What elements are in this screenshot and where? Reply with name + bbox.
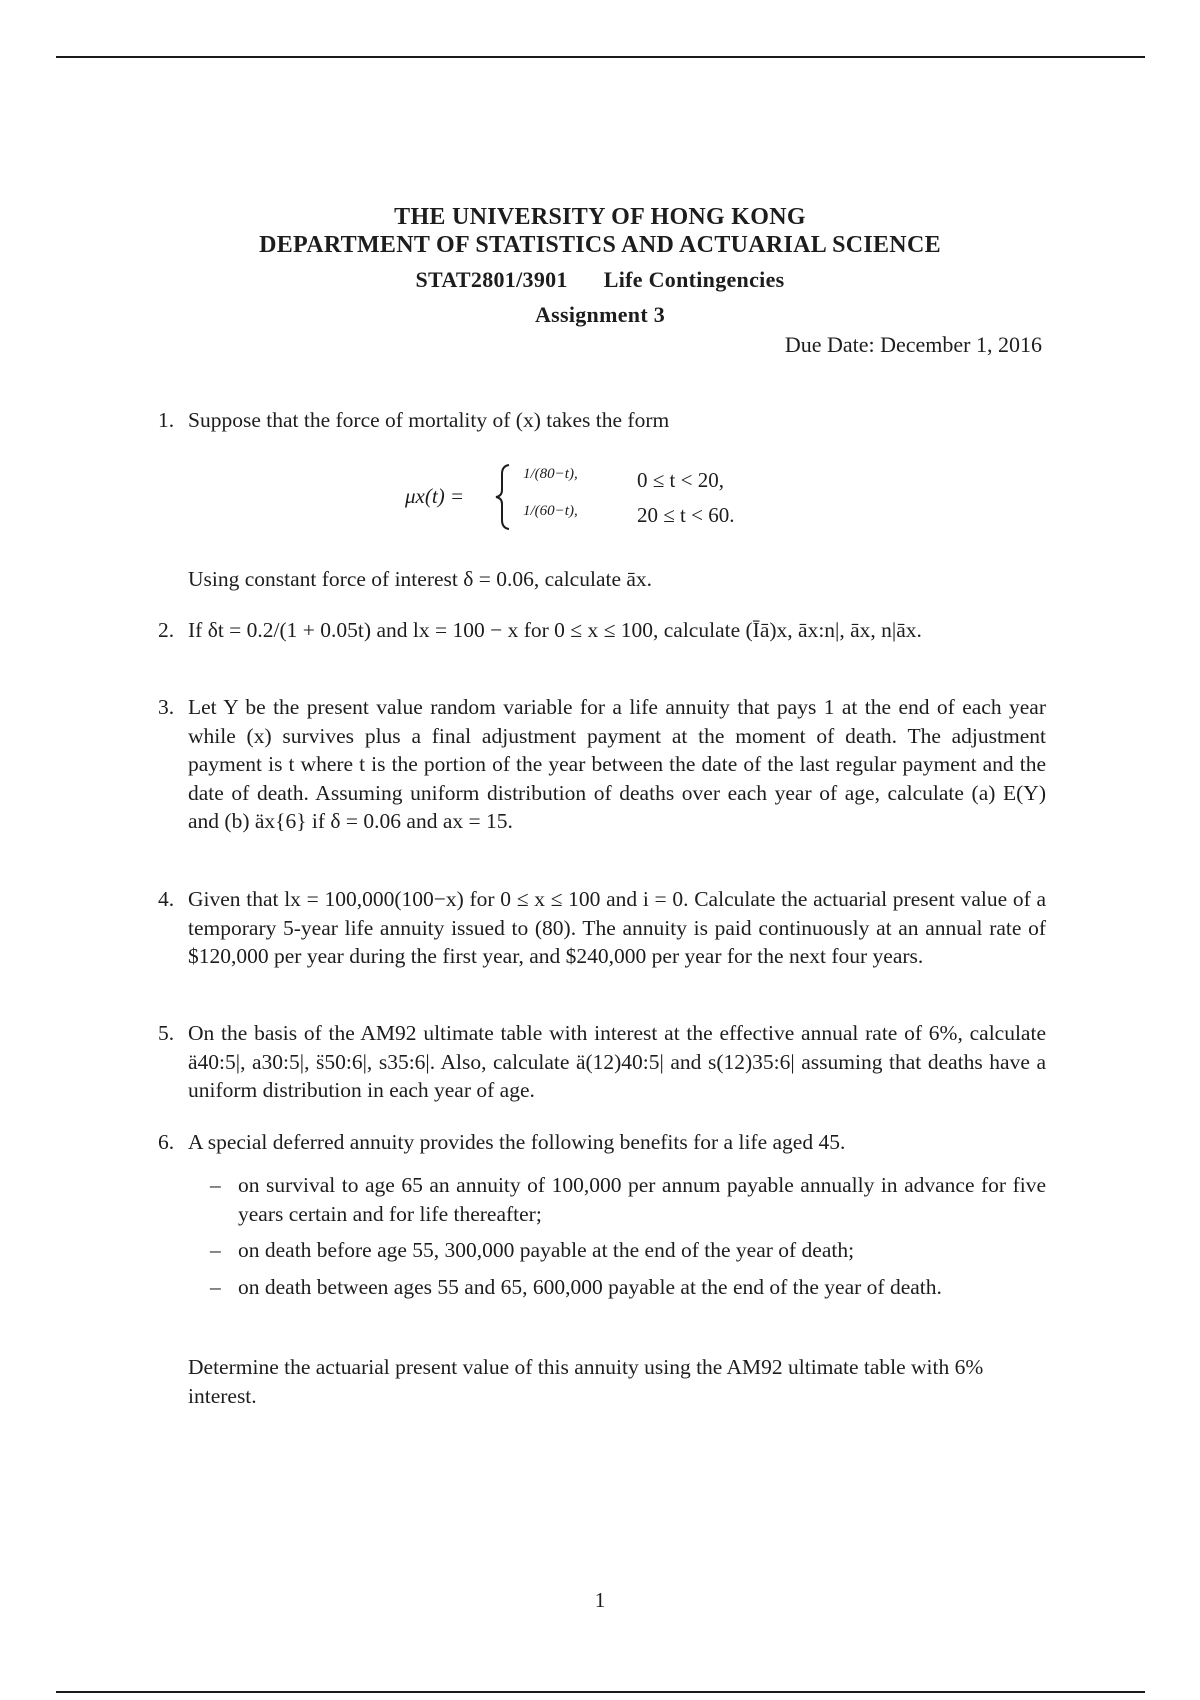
question-text: Suppose that the force of mortality of (x) takes the form: [188, 408, 670, 432]
list-item: – on survival to age 65 an annuity of 100,000 per annum payable annually in advance for five years certain and for life thereafter;: [210, 1173, 1046, 1226]
force-of-mortality-formula: [405, 462, 765, 532]
question-number: 4.: [158, 887, 175, 911]
benefit-text: on death between ages 55 and 65, 600,000 payable at the end of the year of death.: [238, 1274, 942, 1299]
question-2: [158, 616, 1046, 645]
benefit-list: [210, 1171, 1046, 1309]
due-date: Due Date: December 1, 2016: [784, 332, 1042, 357]
question-text: If δt = 0.2/(1 + 0.05t) and lx = 100 − x for 0 ≤ x ≤ 100, calculate (Īā)x, āx:n|, āx, n|āx.: [188, 618, 922, 642]
formula-lhs: μx(t) =: [405, 484, 465, 508]
question-text: A special deferred annuity provides the following benefits for a life aged 45.: [188, 1130, 846, 1154]
benefit-text: on survival to age 65 an annuity of 100,000 per annum payable annually in advance for five years certain and for life thereafter;: [238, 1173, 1046, 1226]
department-title: DEPARTMENT OF STATISTICS AND ACTUARIAL SCIENCE: [259, 232, 941, 258]
question-6-closing: Determine the actuarial present value of this annuity using the AM92 ultimate table with 6% interest.: [188, 1355, 984, 1408]
question-1: [158, 406, 1046, 435]
course-line: [0, 267, 1200, 293]
question-6: [158, 1128, 1046, 1157]
question-5: [158, 1019, 1046, 1105]
case-1-condition: 0 ≤ t < 20,: [637, 468, 724, 492]
question-1-instruction: Using constant force of interest δ = 0.06, calculate āx.: [188, 567, 653, 591]
question-4: [158, 885, 1046, 971]
question-3: [158, 693, 1046, 836]
assignment-title: Assignment 3: [534, 302, 666, 327]
university-title: THE UNIVERSITY OF HONG KONG: [394, 204, 806, 230]
top-rule: [56, 56, 1145, 58]
case-2-expression: 1/(60−t),: [523, 503, 578, 519]
question-number: 2.: [158, 618, 175, 642]
left-brace-icon: [493, 462, 513, 532]
question-number: 5.: [158, 1021, 175, 1045]
case-2-condition: 20 ≤ t < 60.: [637, 503, 735, 527]
question-number: 1.: [158, 408, 175, 432]
question-number: 3.: [158, 695, 175, 719]
page-number: 1: [594, 1588, 606, 1612]
question-text: Let Y be the present value random variable for a life annuity that pays 1 at the end of each year while (x) survives plus a final adjustment payment at the moment of death. The adjustment payment is t where t is the portion of the year between the date of the last regular payment and the date of death. Assuming uniform distribution of deaths over each year of age, calculate (a) E(Y) and (b) äx{6} if δ = 0.06 and ax = 15.: [188, 695, 1046, 834]
list-item: – on death before age 55, 300,000 payable at the end of the year of death;: [210, 1238, 855, 1263]
question-text: On the basis of the AM92 ultimate table with interest at the effective annual rate of 6%, calculate ä40:5|, a30:5|, s̈50:6|, s35:6|. Also, calculate ä(12)40:5| and s(12)35:6| assuming that deaths have a uniform distribution in each year of age.: [188, 1021, 1046, 1103]
case-1-expression: 1/(80−t),: [523, 466, 578, 482]
benefit-text: on death before age 55, 300,000 payable at the end of the year of death;: [238, 1238, 855, 1263]
course-code: STAT2801/3901: [415, 267, 568, 292]
course-name: Life Contingencies: [603, 267, 785, 292]
bottom-rule: [56, 1691, 1145, 1693]
question-number: 6.: [158, 1130, 175, 1154]
list-item: – on death between ages 55 and 65, 600,000 payable at the end of the year of death.: [210, 1274, 942, 1299]
question-text: Given that lx = 100,000(100−x) for 0 ≤ x ≤ 100 and i = 0. Calculate the actuarial present value of a temporary 5-year life annuity issued to (80). The annuity is paid continuously at an annual rate of $120,000 per year during the first year, and $240,000 per year for the next four years.: [188, 887, 1046, 969]
